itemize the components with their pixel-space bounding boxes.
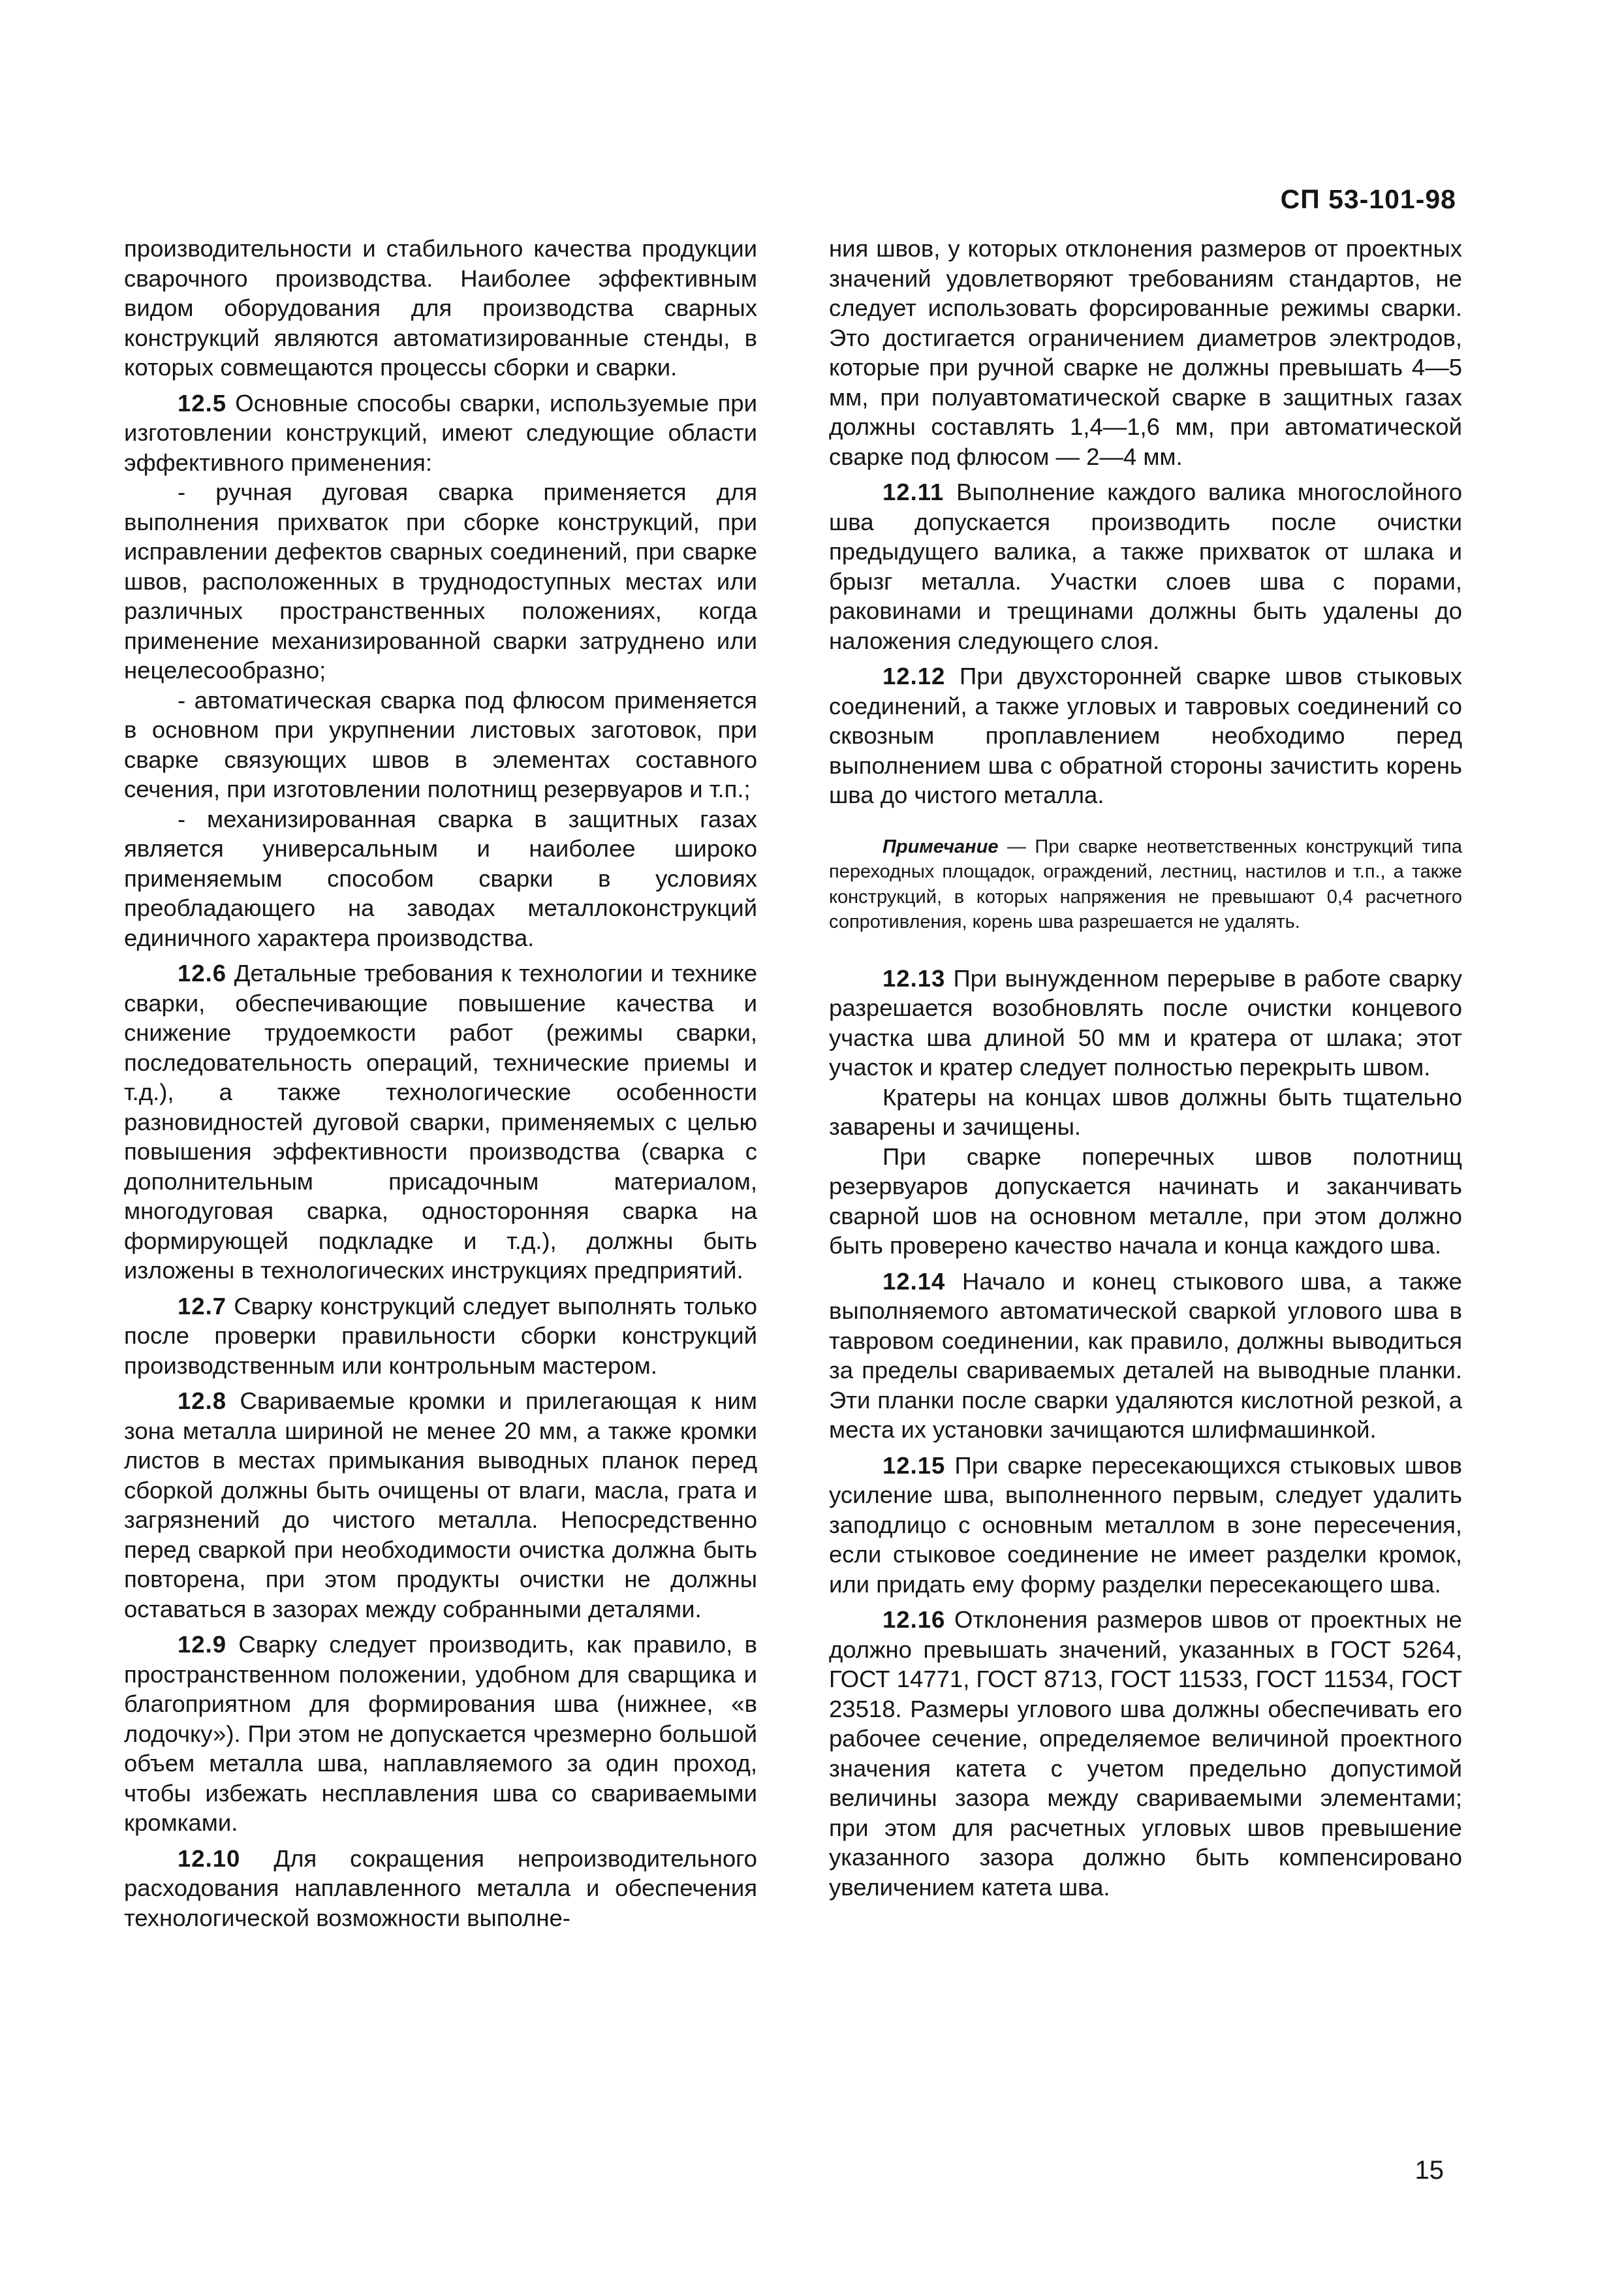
clause-paragraph (124, 1630, 757, 1838)
paragraph-text: Свариваемые кромки и прилегающая к ним зона металла шириной не менее 20 мм, а также кромки листов в местах примыкания выводных планок перед сборкой должны быть очищены от влаги, масла, грата и загрязнений до чистого металла. Непосредственно перед сваркой при необходимости очистка должна быть повторена, при этом продукты очистки не должны оставаться в зазорах между собранными деталями. (124, 1387, 757, 1622)
clause-paragraph (829, 477, 1462, 656)
paragraph (124, 234, 757, 383)
paragraph-text: Сварку следует производить, как правило, в пространственном положении, удобном для сварщика и благоприятном для формирования шва (нижнее, «в лодочку»). При этом не допускается чрезмерно большой объем металла шва, наплавляемого за один проход, чтобы избежать несплавления шва со свариваемыми кромками. (124, 1631, 757, 1836)
right-column (829, 234, 1462, 1902)
document-code: СП 53-101-98 (1280, 184, 1456, 214)
clause-number: 12.14 (882, 1267, 946, 1295)
paragraph-text: производительности и стабильного качества продукции сварочного производства. Наиболее эффективным видом оборудования для производства сварных конструкций являются автоматизированные стенды, в которых совмещаются процессы сборки и сварки. (124, 235, 757, 381)
clause-paragraph (124, 1844, 757, 1933)
paragraph-text: При вынужденном перерыве в работе сварку разрешается возобновлять после очистки концевого участка шва длиной 50 мм и кратера от шлака; этот участок и кратер следует полностью перекрыть швом. (829, 964, 1462, 1081)
clause-paragraph (124, 958, 757, 1286)
paragraph-text: - ручная дуговая сварка применяется для выполнения прихваток при сборке конструкций, при исправлении дефектов сварных соединений, при сварке швов, расположенных в труднодоступных местах или различных пространственных положениях, когда применение механизированной сварки затруднено или нецелесообразно; (124, 479, 757, 684)
paragraph (829, 1083, 1462, 1142)
right-column-top (829, 234, 1462, 810)
clause-number: 12.13 (882, 964, 946, 992)
note (829, 834, 1462, 935)
clause-paragraph (829, 1605, 1462, 1902)
clause-number: 12.6 (178, 960, 227, 987)
clause-number: 12.16 (882, 1606, 946, 1633)
clause-paragraph (124, 1291, 757, 1381)
paragraph-text: Детальные требования к технологии и технике сварки, обеспечивающие повышение качества и снижение трудоемкости работ (режимы сварки, последовательность операций, технические приемы и т.д.), а также технологические особенности разновидностей дуговой сварки, применяемых с целью повышения эффективности производства (сварка с дополнительным присадочным материалом, многодуговая сварка, односторонняя сварка на формирующей подкладке и т.д.), должны быть изложены в технологических инструкциях предприятий. (124, 960, 757, 1284)
paragraph (829, 234, 1462, 471)
note-text: — При сварке неответственных конструкций типа переходных площадок, ограждений, лестниц, настилов и т.п., а также конструкций, в которых напряжения не превышают 0,4 расчетного сопротивления, корень шва разрешается не удалять. (829, 836, 1462, 932)
note-label: Примечание (882, 836, 999, 857)
paragraph-text: - механизированная сварка в защитных газах является универсальным и наиболее широко применяемым способом сварки в условиях преобладающего на заводах металлоконструкций единичного характера производства. (124, 805, 757, 951)
paragraph-text: - автоматическая сварка под флюсом применяется в основном при укрупнении листовых заготовок, при сварке связующих швов в элементах составного сечения, при изготовлении полотнищ резервуаров и т.п.; (124, 686, 757, 802)
clause-number: 12.12 (882, 663, 946, 689)
clause-number: 12.7 (178, 1292, 227, 1320)
paragraph-text: Сварку конструкций следует выполнять только после проверки правильности сборки конструкций производственным или контрольным мастером. (124, 1292, 757, 1379)
paragraph-text: Выполнение каждого валика многослойного шва допускается производить после очистки предыдущего валика, а также прихваток от шлака и брызг металла. Участки слоев шва с порами, раковинами и трещинами должны быть удалены до наложения следующего слоя. (829, 479, 1462, 654)
clause-number: 12.9 (178, 1631, 227, 1658)
paragraph-text: При сварке пересекающихся стыковых швов усиление шва, выполненного первым, следует удалить заподлицо с основным металлом в зоне пересечения, если стыковое соединение не имеет разделки кромок, или придать ему форму разделки пересекающего шва. (829, 1451, 1462, 1598)
right-column-bottom (829, 964, 1462, 1903)
paragraph (124, 804, 757, 953)
clause-paragraph (829, 661, 1462, 810)
paragraph-text: Для сокращения непроизводительного расходования наплавленного металла и обеспечения технологической возможности выполне- (124, 1844, 757, 1931)
paragraph-text: При сварке поперечных швов полотнищ резервуаров допускается начинать и заканчивать сварной шов на основном металле, при этом должно быть проверено качество начала и конца каждого шва. (829, 1143, 1462, 1259)
paragraph (124, 686, 757, 804)
clause-number: 12.5 (178, 389, 227, 417)
clause-paragraph (829, 1451, 1462, 1600)
page-number: 15 (1414, 2156, 1444, 2185)
paragraph (124, 477, 757, 686)
clause-paragraph (124, 388, 757, 478)
paragraph-text: Начало и конец стыкового шва, а также выполняемого автоматической сваркой углового шва в тавровом соединении, как правило, должны выводиться за пределы свариваемых деталей на выводные планки. Эти планки после сварки удаляются кислотной резкой, а места их установки зачищаются шлифмашинкой. (829, 1267, 1462, 1443)
paragraph (829, 1142, 1462, 1261)
clause-paragraph (829, 1267, 1462, 1445)
clause-number: 12.10 (178, 1844, 241, 1872)
clause-paragraph (829, 964, 1462, 1083)
left-column (124, 234, 757, 1933)
paragraph-text: ния швов, у которых отклонения размеров от проектных значений удовлетворяют требованиям стандартов, не следует использовать форсированные режимы сварки. Это достигается ограничением диаметров электродов, которые при ручной сварке не должны превышать 4—5 мм, при полуавтоматической сварке в защитных газах должны составлять 1,4—1,6 мм, при автоматической сварке под флюсом — 2—4 мм. (829, 235, 1462, 470)
paragraph-text: Основные способы сварки, используемые при изготовлении конструкций, имеют следующие области эффективного применения: (124, 389, 757, 476)
clause-number: 12.8 (178, 1387, 227, 1414)
paragraph-text: Отклонения размеров швов от проектных не должно превышать значений, указанных в ГОСТ 5264, ГОСТ 14771, ГОСТ 8713, ГОСТ 11533, ГОСТ 11534, ГОСТ 23518. Размеры углового шва должны обеспечивать его рабочее сечение, определяемое величиной проектного значения катета с учетом предельно допустимой величины зазора между свариваемыми элементами; при этом для расчетных угловых швов превышение указанного зазора должно быть компенсировано увеличением катета шва. (829, 1606, 1462, 1901)
clause-number: 12.11 (882, 479, 945, 505)
clause-number: 12.15 (882, 1451, 946, 1479)
paragraph-text: При двухсторонней сварке швов стыковых соединений, а также угловых и тавровых соединений со сквозным проплавлением необходимо перед выполнением шва с обратной стороны зачистить корень шва до чистого металла. (829, 663, 1462, 808)
clause-paragraph (124, 1386, 757, 1624)
paragraph-text: Кратеры на концах швов должны быть тщательно заварены и зачищены. (829, 1083, 1462, 1140)
